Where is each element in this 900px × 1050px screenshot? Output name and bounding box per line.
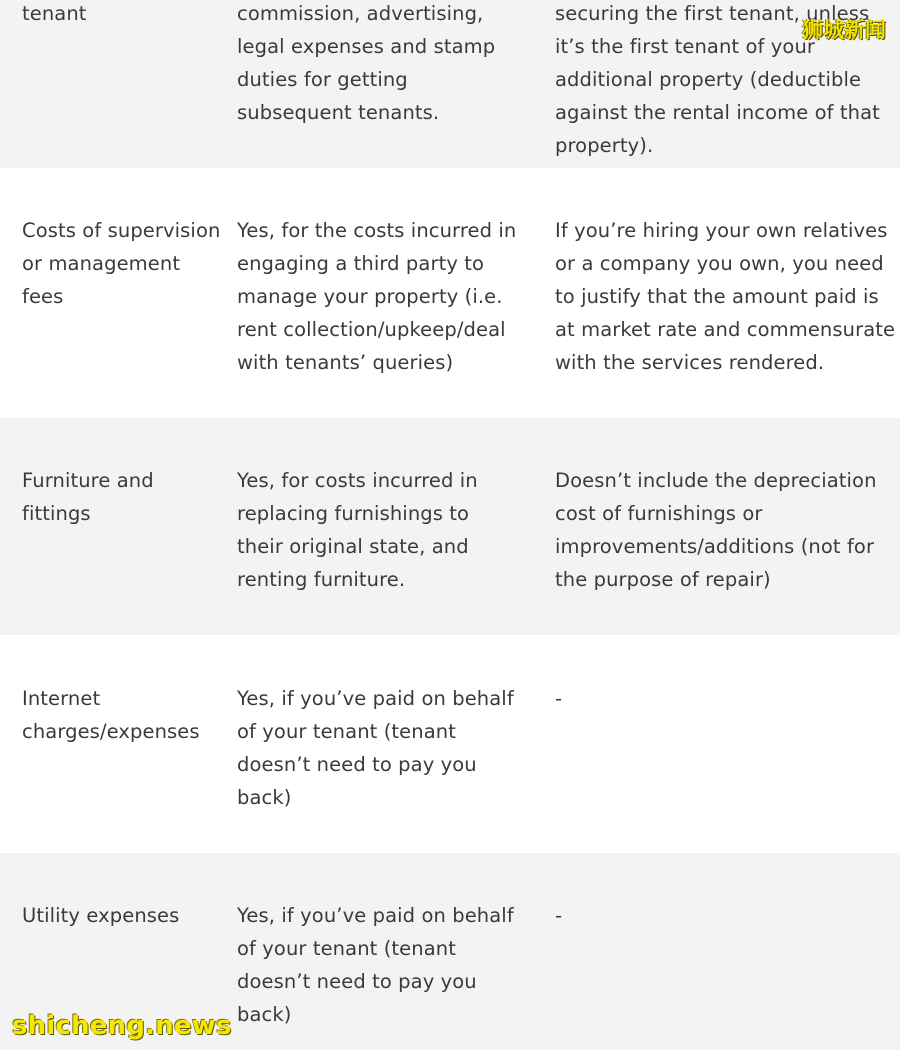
deductible-cell: Yes, if you’ve paid on behalf of your tenant (tenant doesn’t need to pay you back)	[237, 687, 514, 809]
watermark-logo-top: 狮城新闻	[802, 18, 886, 42]
expense-type-cell: Utility expenses	[22, 904, 180, 927]
deductible-cell: commission, advertising, legal expenses and stamp duties for getting subsequent tenants.	[237, 2, 496, 124]
expense-type-cell: Internet charges/expenses	[22, 687, 200, 743]
remarks-cell: -	[555, 904, 563, 927]
deductible-cell: Yes, if you’ve paid on behalf of your tenant (tenant doesn’t need to pay you back)	[237, 904, 514, 1026]
remarks-cell: securing the first tenant, unless it’s the first tenant of your additional property (deductible against the rental income of that property).	[555, 2, 880, 157]
watermark-logo-bottom: shicheng.news	[12, 1011, 232, 1041]
table-row	[0, 418, 900, 635]
expense-type-cell: Furniture and fittings	[22, 469, 154, 525]
remarks-cell: Doesn’t include the depreciation cost of furnishings or improvements/additions (not for the purpose of repair)	[555, 469, 877, 591]
remarks-cell: -	[555, 687, 563, 710]
table-row	[0, 0, 900, 168]
deductible-cell: Yes, for costs incurred in replacing furnishings to their original state, and renting furniture.	[237, 469, 478, 591]
expense-type-cell: Costs of supervision or management fees	[22, 219, 221, 308]
table-row	[0, 168, 900, 418]
remarks-cell: If you’re hiring your own relatives or a company you own, you need to justify that the amount paid is at market rate and commensurate with the services rendered.	[555, 219, 896, 374]
expense-type-cell: tenant	[22, 2, 87, 25]
table-row	[0, 635, 900, 853]
deductible-cell: Yes, for the costs incurred in engaging a third party to manage your property (i.e. rent collection/upkeep/deal with tenants’ queries)	[237, 219, 517, 374]
